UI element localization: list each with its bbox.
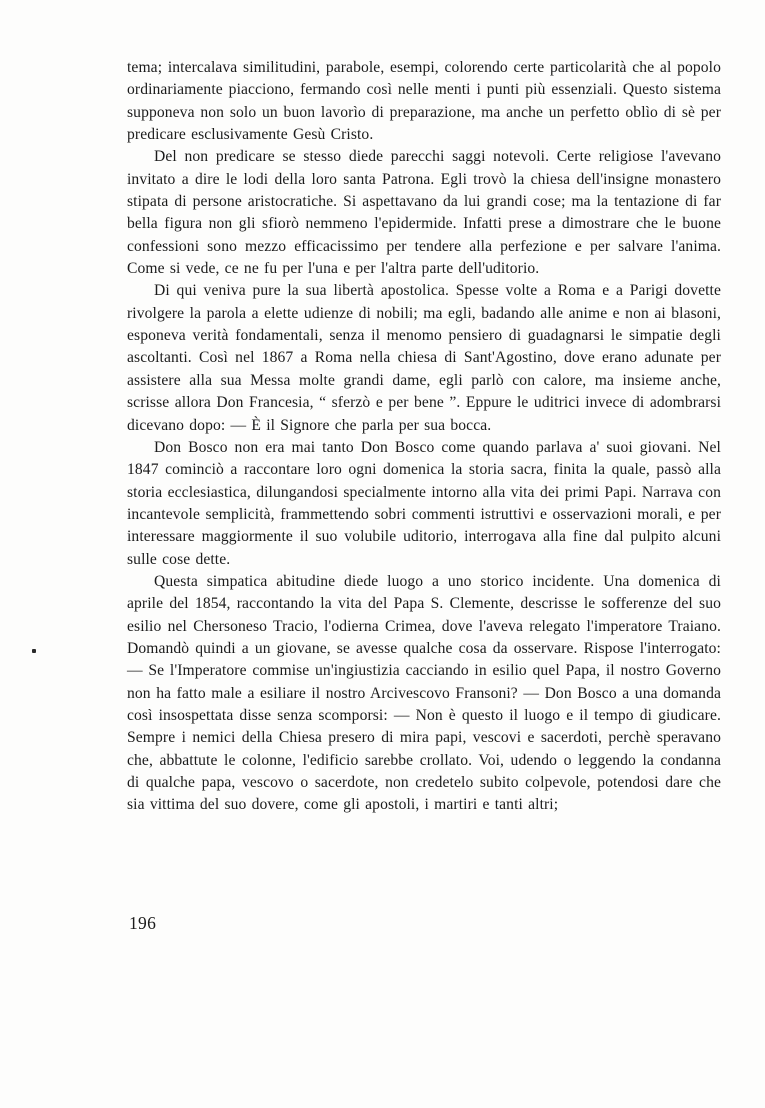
- paragraph: Del non predicare se stesso diede parecchi saggi notevoli. Certe religiose l'avevano invitato a dire le lodi della loro santa Patrona. Egli trovò la chiesa dell'insigne monastero stipata di persone aristocratiche. Si aspettavano da lui grandi cose; ma la tentazione di far bella figura non gli sfiorò nemmeno l'epidermide. Infatti prese a dimostrare che le buone confessioni sono mezzo efficacissimo per tendere alla perfezione e per salvare l'anima. Come si vede, ce ne fu per l'una e per l'altra parte dell'uditorio.: [127, 148, 721, 278]
- page-number: 196: [129, 913, 157, 933]
- paragraph: Di qui veniva pure la sua libertà apostolica. Spesse volte a Roma e a Parigi dovette rivolgere la parola a elette udienze di nobili; ma egli, badando alle anime e non ai blasoni, esponeva verità fondamentali, senza il menomo pensiero di guadagnarsi le simpatie degli ascoltanti. Così nel 1867 a Roma nella chiesa di Sant'Agostino, dove erano adunate per assistere alla sua Messa molte grandi dame, egli parlò con calore, ma insieme anche, scrisse allora Don Francesia, “ sferzò e per bene ”. Eppure le uditrici invece di adombrarsi dicevano dopo: — È il Signore che parla per sua bocca.: [127, 282, 721, 434]
- paragraph: Questa simpatica abitudine diede luogo a uno storico incidente. Una domenica di aprile del 1854, raccontando la vita del Papa S. Clemente, descrisse le sofferenze del suo esilio nel Chersoneso Tracio, l'odierna Crimea, dove l'aveva relegato l'imperatore Traiano. Domandò quindi a un giovane, se avesse qualche cosa da osservare. Rispose l'interrogato: — Se l'Imperatore commise un'ingiustizia cacciando in esilio quel Papa, il nostro Governo non ha fatto male a esiliare il nostro Arcivescovo Fransoni? — Don Bosco a una domanda così insospettata disse senza scomporsi: — Non è questo il luogo e il tempo di giudicare. Sempre i nemici della Chiesa presero di mira papi, vescovi e sacerdoti, perchè speravano che, abbattute le colonne, l'edificio sarebbe crollato. Voi, udendo o leggendo la condanna di qualche papa, vescovo o sacerdote, non credetelo subito colpevole, potendosi dare che sia vittima del suo dovere, come gli apostoli, i martiri e tanti altri;: [127, 572, 721, 814]
- paragraph: tema; intercalava similitudini, parabole, esempi, colorendo certe particolarità che al popolo ordinariamente piacciono, fermando così nelle menti i punti più essenziali. Questo sistema supponeva non solo un buon lavorìo di preparazione, ma anche un perfetto oblìo di sè per predicare esclusivamente Gesù Cristo.: [127, 59, 721, 144]
- text-block: [127, 57, 721, 817]
- scan-artifact-dot: [32, 649, 36, 653]
- paragraph: Don Bosco non era mai tanto Don Bosco come quando parlava a' suoi giovani. Nel 1847 cominciò a raccontare loro ogni domenica la storia sacra, finita la quale, passò alla storia ecclesiastica, dilungandosi specialmente intorno alla vita dei primi Papi. Narrava con incantevole semplicità, frammettendo sobri commenti istruttivi e osservazioni morali, e per interessare maggiormente il suo volubile uditorio, interrogava alla fine dal pulpito alcuni sulle cose dette.: [127, 438, 721, 568]
